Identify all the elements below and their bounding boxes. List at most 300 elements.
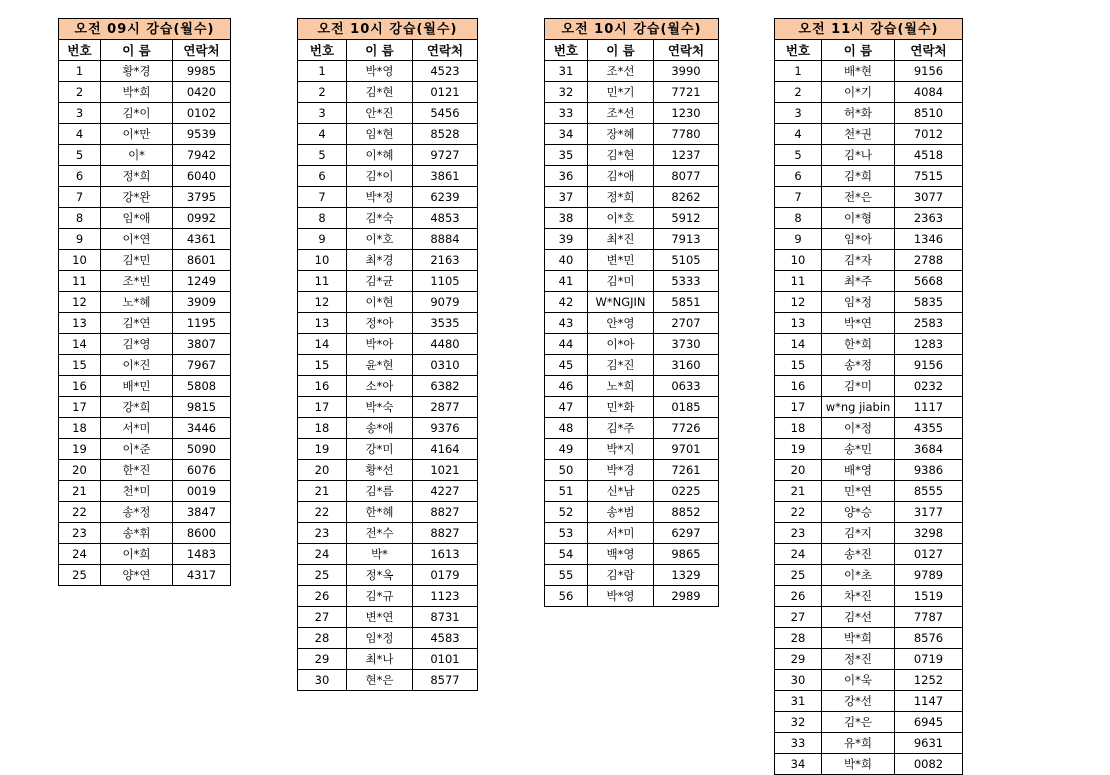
table-row [59,208,231,229]
table-row [775,691,963,712]
table-row [775,586,963,607]
member-name: 황*선 [347,460,413,481]
row-number: 12 [298,292,347,313]
contact-digits: 1613 [413,544,478,565]
member-name: 이*혜 [347,145,413,166]
table-row [545,208,719,229]
table-row [59,544,231,565]
contact-digits: 1117 [895,397,963,418]
contact-digits: 7012 [895,124,963,145]
table-row [59,334,231,355]
header-number: 번호 [775,40,822,61]
row-number: 48 [545,418,588,439]
member-name: 김*주 [588,418,654,439]
table-row [298,460,478,481]
member-name: 변*연 [347,607,413,628]
member-name: 조*빈 [101,271,173,292]
member-name: 김*미 [822,376,895,397]
table-row [298,439,478,460]
row-number: 4 [298,124,347,145]
contact-digits: 8731 [413,607,478,628]
table-row [545,586,719,607]
contact-digits: 0121 [413,82,478,103]
member-name: 강*미 [347,439,413,460]
member-name: 김*이 [101,103,173,124]
contact-digits: 1105 [413,271,478,292]
member-name: 김*애 [588,166,654,187]
row-number: 20 [59,460,101,481]
contact-digits: 4583 [413,628,478,649]
contact-digits: 4355 [895,418,963,439]
table-row [545,481,719,502]
table-row [298,607,478,628]
row-number: 6 [59,166,101,187]
row-number: 41 [545,271,588,292]
table-row [298,145,478,166]
contact-digits: 0082 [895,754,963,775]
contact-digits: 9727 [413,145,478,166]
member-name: 안*진 [347,103,413,124]
table-row [298,250,478,271]
header-contact: 연락처 [654,40,719,61]
header-name: 이 름 [101,40,173,61]
contact-digits: 1346 [895,229,963,250]
table-row [59,502,231,523]
table-row [59,271,231,292]
contact-digits: 5333 [654,271,719,292]
contact-digits: 3446 [173,418,231,439]
row-number: 42 [545,292,588,313]
row-number: 13 [59,313,101,334]
member-name: 박*희 [101,82,173,103]
member-name: 임*정 [822,292,895,313]
row-number: 7 [298,187,347,208]
member-name: 김*희 [822,166,895,187]
member-name: 강*선 [822,691,895,712]
row-number: 33 [775,733,822,754]
row-number: 50 [545,460,588,481]
row-number: 26 [298,586,347,607]
row-number: 21 [775,481,822,502]
contact-digits: 5105 [654,250,719,271]
row-number: 16 [298,376,347,397]
contact-digits: 9631 [895,733,963,754]
table-row [298,544,478,565]
member-name: 최*나 [347,649,413,670]
row-number: 8 [298,208,347,229]
contact-digits: 9815 [173,397,231,418]
row-number: 28 [775,628,822,649]
member-name: w*ng jiabin [822,397,895,418]
row-number: 9 [775,229,822,250]
member-name: 정*희 [588,187,654,208]
row-number: 19 [775,439,822,460]
row-number: 39 [545,229,588,250]
contact-digits: 9789 [895,565,963,586]
table-row [298,565,478,586]
table-row [545,271,719,292]
contact-digits: 6239 [413,187,478,208]
table-title: 오전 10시 강습(월수) [298,19,478,40]
member-name: 박*지 [588,439,654,460]
table-row [298,649,478,670]
member-name: 정*옥 [347,565,413,586]
contact-digits: 5090 [173,439,231,460]
member-name: 송*진 [822,544,895,565]
member-name: 김*현 [347,82,413,103]
table-row [59,166,231,187]
contact-digits: 1519 [895,586,963,607]
contact-digits: 0102 [173,103,231,124]
contact-digits: 8262 [654,187,719,208]
member-name: 최*경 [347,250,413,271]
member-name: 안*영 [588,313,654,334]
contact-digits: 8827 [413,523,478,544]
table-row [545,355,719,376]
contact-digits: 0633 [654,376,719,397]
table-row [59,439,231,460]
contact-digits: 3077 [895,187,963,208]
row-number: 25 [59,565,101,586]
table-row [298,208,478,229]
member-name: 배*영 [822,460,895,481]
table-row [775,271,963,292]
table-row [775,334,963,355]
table-row [298,187,478,208]
member-name: 송*정 [101,502,173,523]
row-number: 44 [545,334,588,355]
row-number: 3 [298,103,347,124]
contact-digits: 4227 [413,481,478,502]
row-number: 40 [545,250,588,271]
contact-digits: 8528 [413,124,478,145]
table-row [298,292,478,313]
member-name: 강*희 [101,397,173,418]
row-number: 2 [59,82,101,103]
row-number: 2 [775,82,822,103]
member-name: 송*애 [347,418,413,439]
row-number: 16 [775,376,822,397]
member-name: 송*휘 [101,523,173,544]
member-name: 유*희 [822,733,895,754]
member-name: 이*호 [588,208,654,229]
table-row [545,502,719,523]
row-number: 23 [298,523,347,544]
row-number: 18 [59,418,101,439]
table-row [59,355,231,376]
member-name: 박*영 [347,61,413,82]
contact-digits: 9701 [654,439,719,460]
row-number: 35 [545,145,588,166]
table-row [545,250,719,271]
row-number: 17 [59,397,101,418]
member-name: 조*선 [588,103,654,124]
table-row [298,670,478,691]
table-row [775,208,963,229]
table-row [59,460,231,481]
row-number: 37 [545,187,588,208]
row-number: 20 [298,460,347,481]
contact-digits: 9156 [895,355,963,376]
member-name: 차*진 [822,586,895,607]
member-name: 민*화 [588,397,654,418]
member-name: 박*숙 [347,397,413,418]
table-row [298,418,478,439]
contact-digits: 0101 [413,649,478,670]
contact-digits: 6297 [654,523,719,544]
contact-digits: 0185 [654,397,719,418]
member-name: 박*아 [347,334,413,355]
member-name: 천*권 [822,124,895,145]
contact-digits: 9539 [173,124,231,145]
contact-digits: 5668 [895,271,963,292]
table-title: 오전 09시 강습(월수) [59,19,231,40]
row-number: 3 [59,103,101,124]
row-number: 30 [298,670,347,691]
row-number: 23 [59,523,101,544]
table-row [545,61,719,82]
contact-digits: 6945 [895,712,963,733]
contact-digits: 1195 [173,313,231,334]
row-number: 5 [775,145,822,166]
member-name: 김*이 [347,166,413,187]
member-name: 변*민 [588,250,654,271]
table-row [298,355,478,376]
member-name: 이* [101,145,173,166]
contact-digits: 0992 [173,208,231,229]
row-number: 9 [298,229,347,250]
row-number: 15 [59,355,101,376]
row-number: 10 [298,250,347,271]
row-number: 5 [59,145,101,166]
row-number: 29 [298,649,347,670]
row-number: 26 [775,586,822,607]
table-row [298,124,478,145]
contact-digits: 3535 [413,313,478,334]
table-row [545,292,719,313]
row-number: 12 [59,292,101,313]
row-number: 25 [775,565,822,586]
table-row [59,565,231,586]
table-row [298,82,478,103]
row-number: 14 [298,334,347,355]
contact-digits: 8077 [654,166,719,187]
row-number: 46 [545,376,588,397]
contact-digits: 9865 [654,544,719,565]
contact-digits: 7780 [654,124,719,145]
header-name: 이 름 [588,40,654,61]
table-row [775,754,963,775]
member-name: 임*아 [822,229,895,250]
row-number: 8 [775,208,822,229]
contact-digits: 1237 [654,145,719,166]
member-name: 임*현 [347,124,413,145]
contact-digits: 2583 [895,313,963,334]
table-row [775,649,963,670]
row-number: 51 [545,481,588,502]
contact-digits: 0179 [413,565,478,586]
contact-digits: 1283 [895,334,963,355]
contact-digits: 5851 [654,292,719,313]
row-number: 13 [775,313,822,334]
table-row [545,166,719,187]
member-name: 이*초 [822,565,895,586]
row-number: 10 [59,250,101,271]
row-number: 17 [298,397,347,418]
row-number: 11 [775,271,822,292]
contact-digits: 7913 [654,229,719,250]
row-number: 28 [298,628,347,649]
contact-digits: 9985 [173,61,231,82]
contact-digits: 1252 [895,670,963,691]
member-name: 김*람 [588,565,654,586]
header-contact: 연락처 [413,40,478,61]
table-row [59,103,231,124]
row-number: 2 [298,82,347,103]
table-row [775,733,963,754]
member-name: 배*민 [101,376,173,397]
table-row [545,82,719,103]
contact-digits: 4317 [173,565,231,586]
contact-digits: 8884 [413,229,478,250]
row-number: 5 [298,145,347,166]
row-number: 25 [298,565,347,586]
header-contact: 연락처 [895,40,963,61]
member-name: 송*정 [822,355,895,376]
member-name: 김*자 [822,250,895,271]
contact-digits: 4518 [895,145,963,166]
row-number: 10 [775,250,822,271]
member-name: 김*연 [101,313,173,334]
table-row [298,523,478,544]
row-number: 1 [59,61,101,82]
row-number: 20 [775,460,822,481]
table-row [59,145,231,166]
member-name: 송*민 [822,439,895,460]
member-name: 노*혜 [101,292,173,313]
table-row [298,103,478,124]
contact-digits: 4480 [413,334,478,355]
contact-digits: 8510 [895,103,963,124]
member-name: 서*미 [101,418,173,439]
member-name: 소*아 [347,376,413,397]
member-name: 장*혜 [588,124,654,145]
contact-digits: 3684 [895,439,963,460]
member-name: 백*영 [588,544,654,565]
contact-digits: 6076 [173,460,231,481]
contact-digits: 2989 [654,586,719,607]
contact-digits: 7721 [654,82,719,103]
contact-digits: 9079 [413,292,478,313]
member-name: 김*영 [101,334,173,355]
row-number: 45 [545,355,588,376]
member-name: 정*희 [101,166,173,187]
row-number: 22 [775,502,822,523]
contact-digits: 6040 [173,166,231,187]
header-number: 번호 [59,40,101,61]
contact-digits: 7261 [654,460,719,481]
table-row [775,229,963,250]
row-number: 34 [775,754,822,775]
row-number: 54 [545,544,588,565]
member-name: 노*희 [588,376,654,397]
table-row [775,460,963,481]
table-row [545,229,719,250]
contact-digits: 2707 [654,313,719,334]
contact-digits: 4164 [413,439,478,460]
table-row [545,397,719,418]
contact-digits: 2163 [413,250,478,271]
member-name: 민*기 [588,82,654,103]
row-number: 11 [59,271,101,292]
roster-table-0900 [58,18,231,586]
row-number: 14 [59,334,101,355]
member-name: 조*선 [588,61,654,82]
contact-digits: 0232 [895,376,963,397]
member-name: 한*혜 [347,502,413,523]
member-name: 김*숙 [347,208,413,229]
contact-digits: 5808 [173,376,231,397]
member-name: 김*미 [588,271,654,292]
table-row [775,607,963,628]
table-row [775,61,963,82]
member-name: 이*호 [347,229,413,250]
table-row [545,124,719,145]
table-row [59,313,231,334]
table-row [775,502,963,523]
row-number: 31 [545,61,588,82]
member-name: 윤*현 [347,355,413,376]
row-number: 13 [298,313,347,334]
member-name: 이*형 [822,208,895,229]
table-row [775,292,963,313]
member-name: 정*진 [822,649,895,670]
contact-digits: 0719 [895,649,963,670]
row-number: 49 [545,439,588,460]
member-name: 김*균 [347,271,413,292]
member-name: 김*진 [588,355,654,376]
table-row [775,397,963,418]
roster-table-1000-a [297,18,478,691]
table-row [545,145,719,166]
contact-digits: 1230 [654,103,719,124]
table-row [775,670,963,691]
table-row [545,334,719,355]
member-name: 배*현 [822,61,895,82]
table-row [59,124,231,145]
row-number: 47 [545,397,588,418]
contact-digits: 4361 [173,229,231,250]
contact-digits: 9386 [895,460,963,481]
member-name: 강*완 [101,187,173,208]
table-row [298,397,478,418]
row-number: 36 [545,166,588,187]
contact-digits: 3990 [654,61,719,82]
row-number: 24 [775,544,822,565]
contact-digits: 4084 [895,82,963,103]
member-name: 허*화 [822,103,895,124]
member-name: 현*은 [347,670,413,691]
contact-digits: 7787 [895,607,963,628]
member-name: 박*경 [588,460,654,481]
table-row [545,418,719,439]
member-name: 송*범 [588,502,654,523]
member-name: 김*나 [822,145,895,166]
table-row [775,166,963,187]
row-number: 21 [59,481,101,502]
table-row [775,712,963,733]
member-name: 임*정 [347,628,413,649]
